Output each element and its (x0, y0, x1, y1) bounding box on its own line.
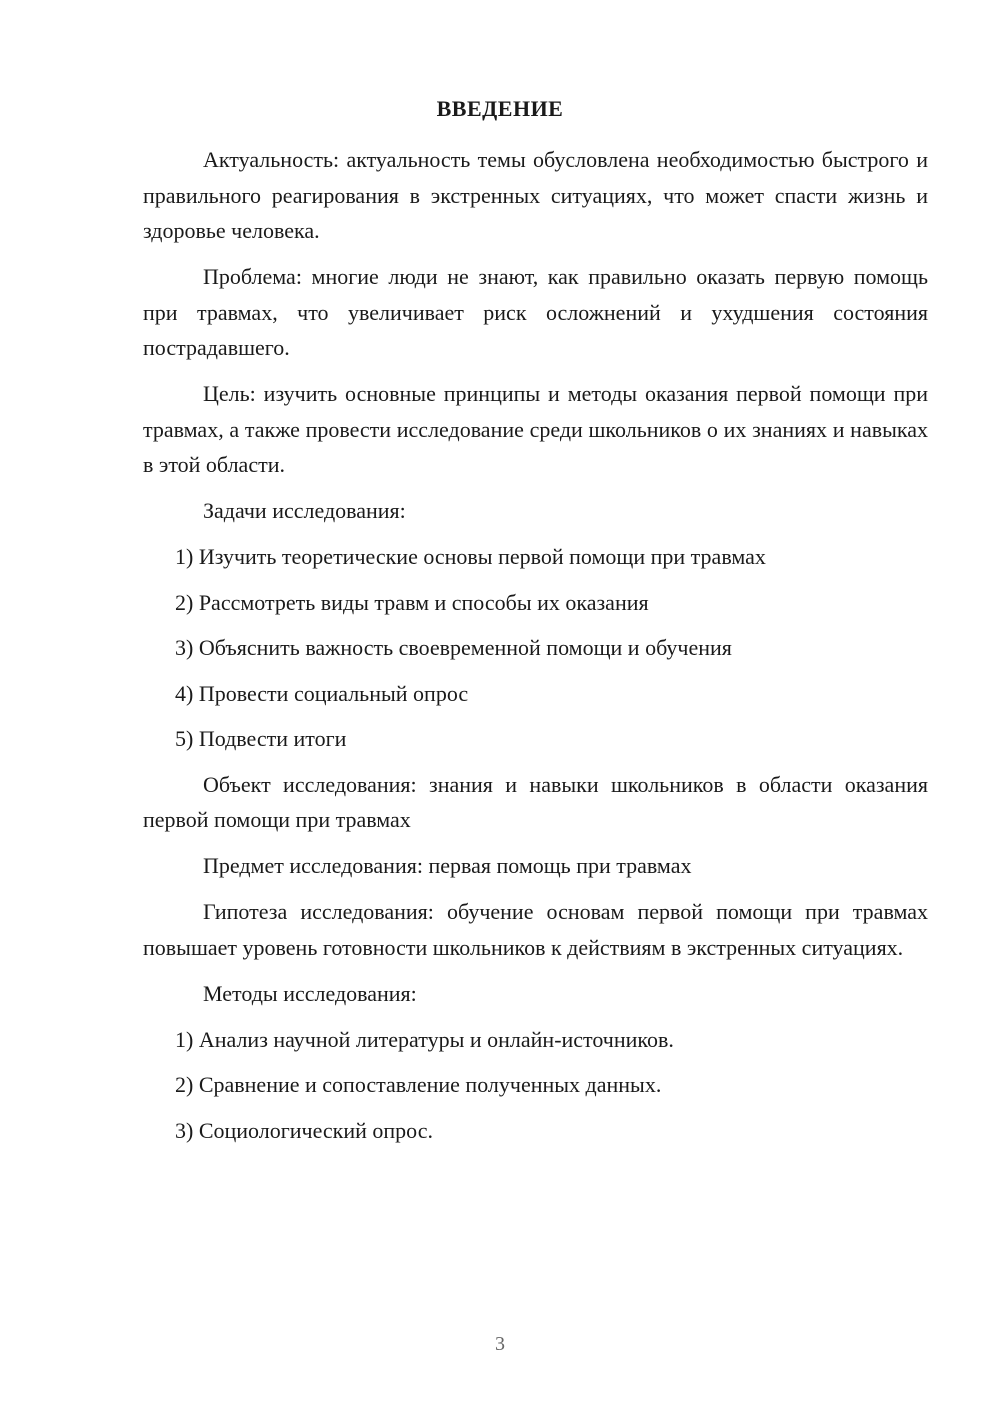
list-item: 4) Провести социальный опрос (175, 680, 469, 706)
document-body (143, 142, 928, 1158)
hypothesis-paragraph: Гипотеза исследования: обучение основам первой помощи при травмах повышает уровень готовности школьников к действиям в экстренных ситуациях. (143, 899, 928, 960)
list-item: 1) Изучить теоретические основы первой помощи при травмах (175, 544, 766, 569)
list-item: 3) Социологический опрос. (175, 1117, 433, 1143)
document-title: ВВЕДЕНИЕ (436, 96, 564, 121)
problem-paragraph: Проблема: многие люди не знают, как правильно оказать первую помощь при травмах, что увеличивает риск осложнений и ухудшения состояния пострадавшего. (143, 264, 928, 360)
list-item: 5) Подвести итоги (175, 726, 347, 751)
list-item: 2) Сравнение и сопоставление полученных данных. (175, 1072, 662, 1097)
methods-heading: Методы исследования: (203, 980, 417, 1006)
subject-paragraph: Предмет исследования: первая помощь при травмах (203, 853, 692, 878)
goal-paragraph: Цель: изучить основные принципы и методы оказания первой помощи при травмах, а также провести исследование среди школьников о их знаниях и навыках в этой области. (143, 381, 928, 477)
list-item: 1) Анализ научной литературы и онлайн-источников. (175, 1026, 674, 1052)
list-item: 2) Рассмотреть виды травм и способы их оказания (175, 589, 649, 615)
methods-list (143, 1022, 928, 1149)
tasks-list (143, 539, 928, 757)
object-paragraph: Объект исследования: знания и навыки школьников в области оказания первой помощи при травмах (143, 771, 928, 832)
relevance-paragraph: Актуальность: актуальность темы обусловлена необходимостью быстрого и правильного реагирования в экстренных ситуациях, что может спасти жизнь и здоровье человека. (143, 147, 928, 243)
list-item: 3) Объяснить важность своевременной помощи и обучения (175, 635, 732, 660)
page-number: 3 (495, 1333, 505, 1355)
tasks-heading: Задачи исследования: (203, 498, 406, 523)
